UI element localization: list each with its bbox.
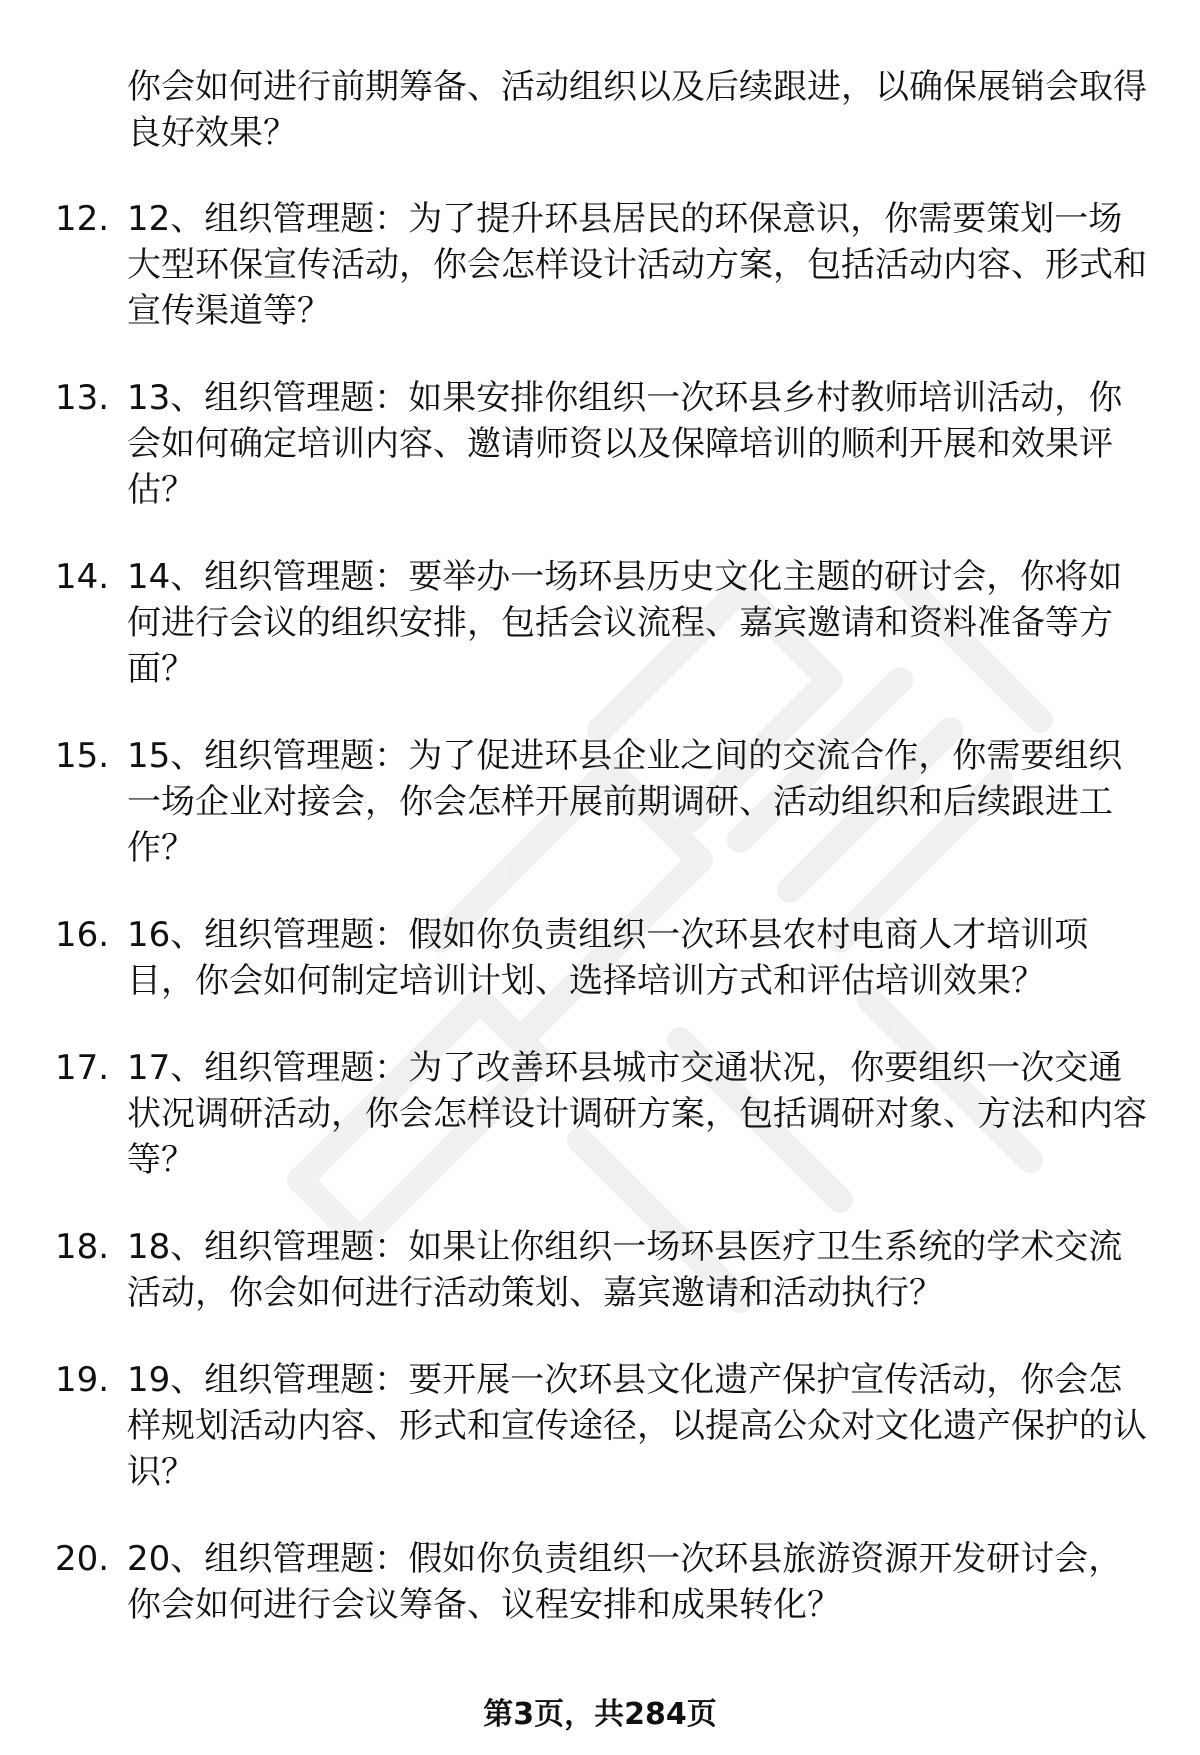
question-text: 18、组织管理题：如果让你组织一场环县医疗卫生系统的学术交流活动，你会如何进行活动策划、嘉宾邀请和活动执行？ — [127, 1227, 1123, 1313]
question-number: 13. — [55, 378, 110, 418]
question-text: 19、组织管理题：要开展一次环县文化遗产保护宣传活动，你会怎样规划活动内容、形式和宣传途径，以提高公众对文化遗产保护的认识？ — [127, 1360, 1147, 1492]
continued-paragraph: 你会如何进行前期筹备、活动组织以及后续跟进，以确保展销会取得良好效果？ — [127, 67, 1147, 153]
question-item-14 — [55, 554, 1155, 692]
question-number: 15. — [55, 736, 110, 776]
question-item-18 — [55, 1224, 1155, 1316]
question-text: 15、组织管理题：为了促进环县企业之间的交流合作，你需要组织一场企业对接会，你会怎样开展前期调研、活动组织和后续跟进工作？ — [127, 736, 1123, 868]
question-text: 16、组织管理题：假如你负责组织一次环县农村电商人才培训项目，你会如何制定培训计划、选择培训方式和评估培训效果？ — [127, 915, 1089, 1001]
question-text: 14、组织管理题：要举办一场环县历史文化主题的研讨会，你将如何进行会议的组织安排，包括会议流程、嘉宾邀请和资料准备等方面？ — [127, 557, 1123, 689]
question-number: 14. — [55, 557, 110, 597]
question-item-13 — [55, 375, 1155, 513]
question-number: 16. — [55, 915, 110, 955]
question-item-20 — [55, 1536, 1155, 1628]
question-item-15 — [55, 733, 1155, 871]
question-number: 17. — [55, 1048, 110, 1088]
question-item-16 — [55, 912, 1155, 1004]
question-text: 13、组织管理题：如果安排你组织一次环县乡村教师培训活动，你会如何确定培训内容、邀请师资以及保障培训的顺利开展和效果评估？ — [127, 378, 1123, 510]
question-text: 20、组织管理题：假如你负责组织一次环县旅游资源开发研讨会，你会如何进行会议筹备、议程安排和成果转化？ — [127, 1539, 1123, 1625]
question-text: 12、组织管理题：为了提升环县居民的环保意识，你需要策划一场大型环保宣传活动，你会怎样设计活动方案，包括活动内容、形式和宣传渠道等？ — [127, 199, 1147, 331]
question-item-17 — [55, 1045, 1155, 1183]
question-item-19 — [55, 1357, 1155, 1495]
question-number: 12. — [55, 199, 110, 239]
question-list — [55, 64, 1155, 1669]
question-number: 20. — [55, 1539, 110, 1579]
question-text: 17、组织管理题：为了改善环县城市交通状况，你要组织一次交通状况调研活动，你会怎样设计调研方案，包括调研对象、方法和内容等？ — [127, 1048, 1147, 1180]
page-footer: 第3页，共284页 — [483, 1697, 717, 1732]
question-item-12 — [55, 196, 1155, 334]
question-number: 18. — [55, 1227, 110, 1267]
question-number: 19. — [55, 1360, 110, 1400]
